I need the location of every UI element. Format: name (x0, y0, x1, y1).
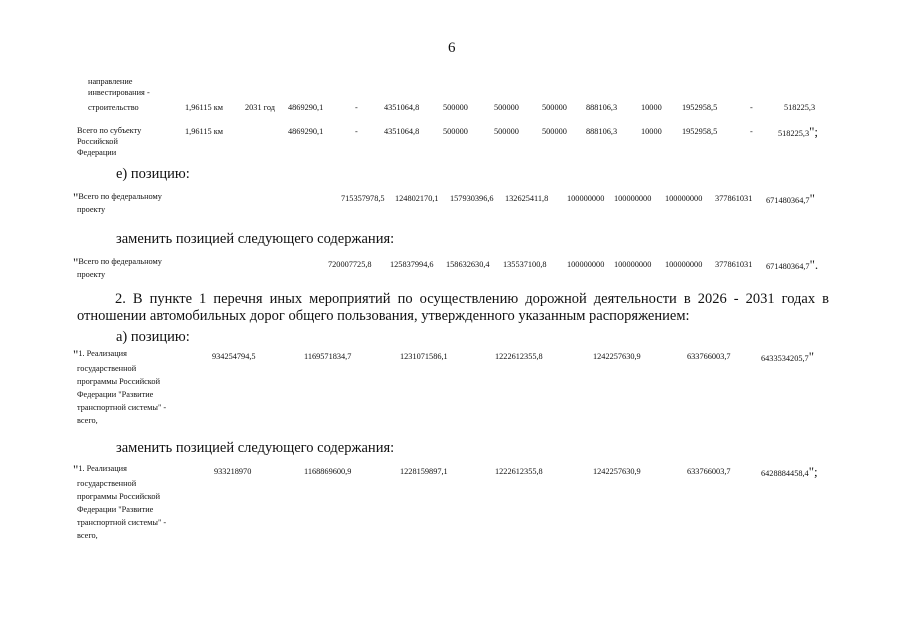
closing-quote-mark: " (809, 191, 815, 206)
table-cell: 100000000 (614, 194, 652, 203)
table-cell: 1952958,5 (682, 103, 718, 112)
closing-quote-mark: "; (808, 464, 818, 479)
table-cell: 888106,3 (586, 103, 618, 112)
paragraph-2: 2. В пункте 1 перечня иных мероприятий по осуществлению дорожной деятельности в 2026 - 2031 годах в отношении автомобильных дорог общего пользования, утвержденного указанным распоряжением: (77, 291, 829, 324)
table-cell: 100000000 (614, 260, 652, 269)
construction-row-label: строительство (88, 103, 139, 112)
program-label-line: всего, (77, 416, 98, 425)
replace-instruction-1: заменить позицией следующего содержания: (116, 231, 395, 247)
table-cell: 933218970 (214, 467, 252, 476)
table-cell: 500000 (494, 103, 519, 112)
table-cell: 633766003,7 (687, 352, 731, 361)
table-cell: 4351064,8 (384, 127, 420, 136)
table-cell: 377861031 (715, 260, 753, 269)
subject-total-label-line3: Федерации (77, 148, 117, 157)
opening-quote-mark: " (73, 190, 79, 205)
table-cell: 10000 (641, 103, 662, 112)
table-cell: 671480364,7". (766, 257, 819, 272)
table-cell: 888106,3 (586, 127, 618, 136)
table-cell: 1169571834,7 (304, 352, 352, 361)
table-cell: 377861031 (715, 194, 753, 203)
table-cell: 4869290,1 (288, 103, 324, 112)
direction-label-line2: инвестирования - (88, 88, 150, 97)
heading-position-a: а) позицию: (116, 329, 190, 345)
table-cell: 125837994,6 (390, 260, 434, 269)
table-cell: 1168869600,9 (304, 467, 352, 476)
table-cell: 100000000 (665, 260, 703, 269)
program-label-line: государственной (77, 364, 137, 373)
program-label-line: транспортной системы" - (77, 518, 167, 527)
table-cell: 500000 (542, 103, 567, 112)
table-cell: 1242257630,9 (593, 467, 641, 476)
program-label-line: государственной (77, 479, 137, 488)
program-label-line: Федерации "Развитие (77, 505, 154, 514)
program-label-line: программы Российской (77, 492, 161, 501)
table-cell: 500000 (443, 127, 468, 136)
table-cell: 1,96115 км (185, 127, 224, 136)
table-cell: 10000 (641, 127, 662, 136)
program-label-line: Федерации "Развитие (77, 390, 154, 399)
table-cell: 1228159897,1 (400, 467, 448, 476)
table-cell: 132625411,8 (505, 194, 549, 203)
table-cell: 124802170,1 (395, 194, 439, 203)
subject-total-label-line2: Российской (77, 137, 118, 146)
table-cell: 1,96115 км (185, 103, 224, 112)
program-label-line: транспортной системы" - (77, 403, 167, 412)
table-cell: 6428884458,4"; (761, 464, 818, 479)
heading-position-e: е) позицию: (116, 166, 190, 182)
table-cell: 158632630,4 (446, 260, 490, 269)
closing-quote-mark: " (808, 349, 815, 364)
table-cell: 1222612355,8 (495, 467, 543, 476)
table-cell: 633766003,7 (687, 467, 731, 476)
table-cell: 4869290,1 (288, 127, 324, 136)
direction-label-line1: направление (88, 77, 133, 86)
table-cell: - (750, 127, 753, 136)
table-cell: 1952958,5 (682, 127, 718, 136)
closing-quote-mark: ". (809, 257, 819, 272)
federal-total-label-line2: проекту (77, 205, 106, 214)
table-cell: 671480364,7" (766, 191, 815, 206)
table-cell: 157930396,6 (450, 194, 494, 203)
table-cell: 1222612355,8 (495, 352, 543, 361)
table-cell: 1242257630,9 (593, 352, 641, 361)
table-cell: - (750, 103, 753, 112)
opening-quote-mark: " (73, 347, 79, 362)
table-cell: 2031 год (245, 103, 275, 112)
table-cell: 1231071586,1 (400, 352, 448, 361)
table-cell: 100000000 (567, 260, 605, 269)
subject-total-label-line1: Всего по субъекту (77, 126, 142, 135)
replace-instruction-2: заменить позицией следующего содержания: (116, 440, 395, 456)
table-cell: 4351064,8 (384, 103, 420, 112)
table-cell: 500000 (443, 103, 468, 112)
table-cell: 715357978,5 (341, 194, 385, 203)
federal-total-label-line2: проекту (77, 270, 106, 279)
table-cell: 6433534205,7" (761, 349, 815, 364)
table-cell: - (355, 127, 358, 136)
table-cell: 720007725,8 (328, 260, 372, 269)
opening-quote-mark: " (73, 255, 79, 270)
program-label: "1. Реализация (73, 462, 127, 477)
program-label-line: всего, (77, 531, 98, 540)
program-label: "1. Реализация (73, 347, 127, 362)
table-cell: 100000000 (567, 194, 605, 203)
page-number: 6 (448, 40, 456, 56)
opening-quote-mark: " (73, 462, 79, 477)
table-cell: 135537100,8 (503, 260, 547, 269)
closing-quote-mark: "; (809, 124, 819, 139)
program-label-line: программы Российской (77, 377, 161, 386)
table-cell: 500000 (542, 127, 567, 136)
table-cell: 934254794,5 (212, 352, 256, 361)
table-cell: 518225,3 (784, 103, 816, 112)
table-cell: 518225,3"; (778, 124, 819, 139)
federal-total-label: "Всего по федеральному (73, 190, 162, 205)
table-cell: 100000000 (665, 194, 703, 203)
federal-total-label: "Всего по федеральному (73, 255, 162, 270)
table-cell: 500000 (494, 127, 519, 136)
table-cell: - (355, 103, 358, 112)
